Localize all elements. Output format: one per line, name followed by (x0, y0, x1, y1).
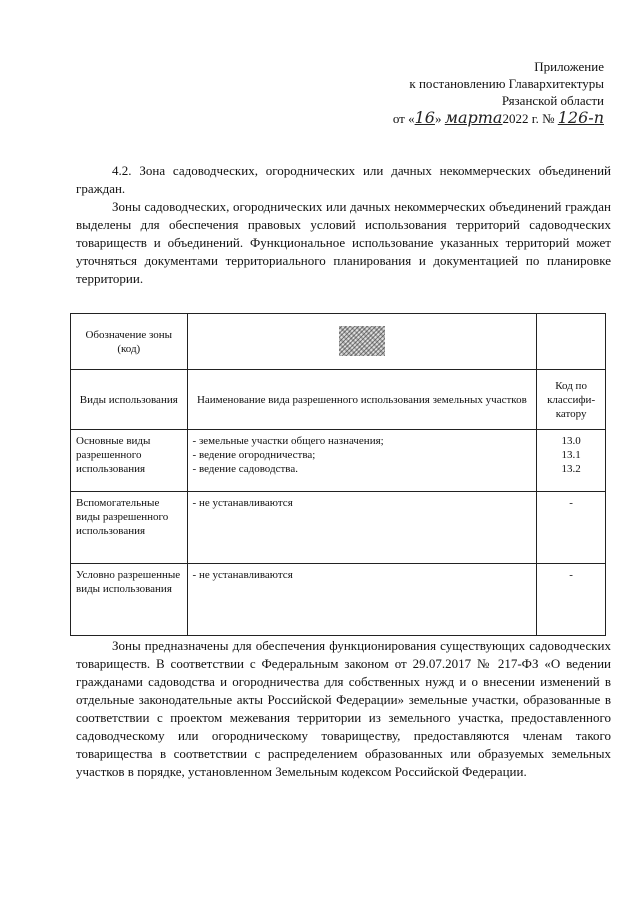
list-item: - ведение садоводства. (192, 463, 298, 475)
usage-type-auxiliary: Вспомогательные виды разрешенного использования (71, 492, 188, 564)
handwritten-number: 126-п (557, 108, 604, 127)
usage-list (187, 430, 537, 492)
list-item: - ведение огородничества; (192, 449, 316, 461)
col-header-usage-name: Наименование вида разрешенного использования земельных участков (187, 370, 537, 430)
section-body: Зоны садоводческих, огороднических или дачных некоммерческих объединений граждан выделены для обеспечения правовых условий использования территорий садоводческих товариществ и объединений. Функциональное использование указанных территорий может уточняться документами территориального планирования и документацией по планировке территории. (76, 199, 611, 286)
list-item: - не устанавливаются (192, 569, 293, 581)
zone-label-cell: Обозначение зоны (код) (71, 314, 188, 370)
usage-list (187, 564, 537, 636)
closing-section (76, 637, 611, 781)
code-value: 13.0 (561, 435, 581, 447)
region-name: Рязанской области (501, 93, 604, 108)
code-value: 13.1 (561, 449, 581, 461)
date-prefix: от « (392, 111, 415, 126)
table-row-zone-code (71, 314, 606, 370)
col-header-usage-type: Виды использования (71, 370, 188, 430)
list-item: - не устанавливаются (192, 497, 293, 509)
table-header-row (71, 370, 606, 430)
date-mid: » (434, 111, 445, 126)
usage-type-conditional: Условно разрешенные виды использования (71, 564, 188, 636)
handwritten-day: 16 (414, 108, 435, 127)
resolution-reference: к постановлению Главархитектуры (409, 76, 604, 91)
usage-type-main: Основные виды разрешенного использования (71, 430, 188, 492)
zone-code-cell (187, 314, 537, 370)
table-row (71, 492, 606, 564)
col-header-code: Код по классифи-катору (537, 370, 606, 430)
appendix-label: Приложение (534, 59, 604, 74)
table-row (71, 430, 606, 492)
list-item: - земельные участки общего назначения; (192, 435, 384, 447)
section-intro (76, 162, 611, 288)
section-title: 4.2. Зона садоводческих, огороднических или дачных некоммерческих объединений граждан. (76, 163, 611, 196)
table-row (71, 564, 606, 636)
code-list (537, 430, 606, 492)
date-number-line (393, 109, 604, 127)
code-value: - (537, 564, 606, 636)
code-value: 13.2 (561, 463, 581, 475)
usage-list (187, 492, 537, 564)
handwritten-month: марта (444, 108, 503, 127)
code-value: - (537, 492, 606, 564)
document-header (393, 58, 604, 127)
closing-paragraph: Зоны предназначены для обеспечения функционирования существующих садоводческих товариществ. В соответствии с Федеральным законом от 29.07.2017 № 217-ФЗ «О ведении гражданами садоводства и огородничества для собственных нужд и о внесении изменений в отдельные законодательные акты Российской Федерации» земельные участки, образованные в соответствии с проектом межевания территории из земельного участка, предоставленного садоводческому или огородническому товариществу, предоставляются членам такого товарищества в соответствии с распределением образованных или образуемых земельных участков в порядке, установленном Земельным кодексом Российской Федерации. (76, 638, 611, 779)
year-part: 2022 г. № (502, 111, 558, 126)
empty-cell (537, 314, 606, 370)
zone-table (70, 313, 606, 636)
redacted-code-stamp (339, 326, 385, 356)
